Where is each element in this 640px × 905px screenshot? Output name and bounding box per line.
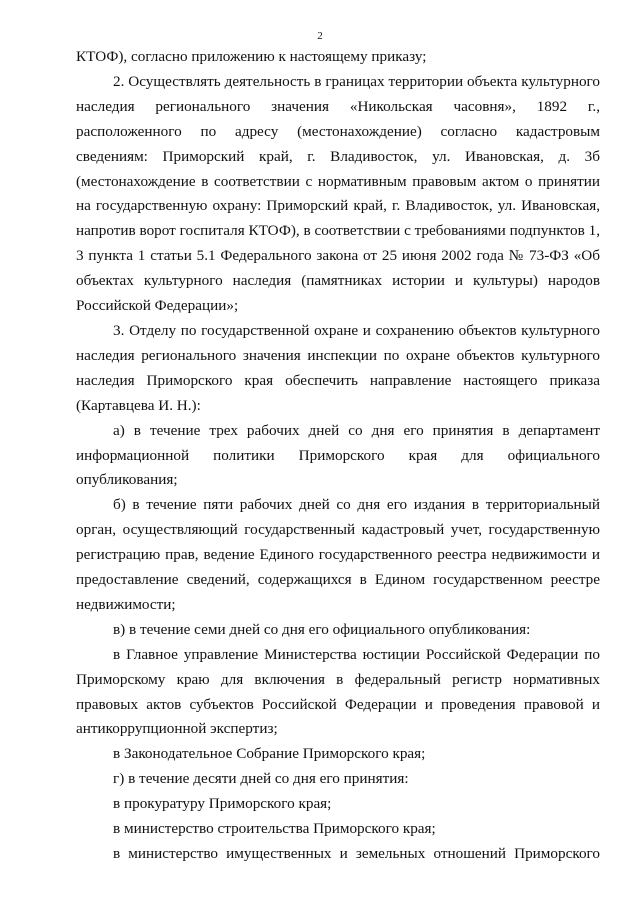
paragraph: 3. Отделу по государственной охране и сохранению объектов культурного наследия регионального значения инспекции по охране объектов культурного наследия Приморского края обеспечить направление настоящего приказа (Картавцева И. Н.):	[76, 321, 600, 414]
paragraph: а) в течение трех рабочих дней со дня его принятия в департамент информационной политики Приморского края для официального опубликования;	[76, 421, 600, 489]
paragraph: в министерство имущественных и земельных отношений Приморского	[113, 845, 600, 862]
paragraph: б) в течение пяти рабочих дней со дня его издания в территориальный орган, осуществляющий государственный кадастровый учет, государственную регистрацию прав, ведение Единого государственного реестра недвижимости и предоставление сведений, содержащихся в Едином государственном реестре недвижимости;	[76, 496, 600, 613]
paragraph: в Главное управление Министерства юстиции Российской Федерации по Приморскому краю для включения в федеральный регистр нормативных правовых актов субъектов Российской Федерации и проведения правовой и антикоррупционной экспертиз;	[76, 645, 600, 738]
page-number: 2	[317, 30, 323, 42]
paragraph: г) в течение десяти дней со дня его принятия:	[113, 770, 409, 788]
paragraph: 2. Осуществлять деятельность в границах территории объекта культурного наследия регионального значения «Никольская часовня», 1892 г., расположенного по адресу (местонахождение) согласно кадастровым сведениям: Приморский край, г. Владивосток, ул. Ивановская, д. 3б (местонахождение в соответствии с нормативным правовым актом о принятии на государственную охрану: Приморский край, г. Владивосток, ул. Ивановская, напротив ворот госпиталя КТОФ), в соответствии с требованиями подпунктов 1, 3 пункта 1 статьи 5.1 Федерального закона от 25 июня 2002 года № 73-ФЗ «Об объектах культурного наследия (памятниках истории и культуры) народов Российской Федерации»;	[76, 72, 600, 315]
paragraph: в прокуратуру Приморского края;	[113, 795, 332, 813]
document-body	[76, 45, 600, 867]
paragraph: в Законодательное Собрание Приморского края;	[113, 745, 426, 763]
paragraph: в) в течение семи дней со дня его официального опубликования:	[113, 620, 531, 638]
paragraph: в министерство строительства Приморского края;	[113, 820, 436, 838]
paragraph: КТОФ), согласно приложению к настоящему приказу;	[76, 48, 427, 65]
